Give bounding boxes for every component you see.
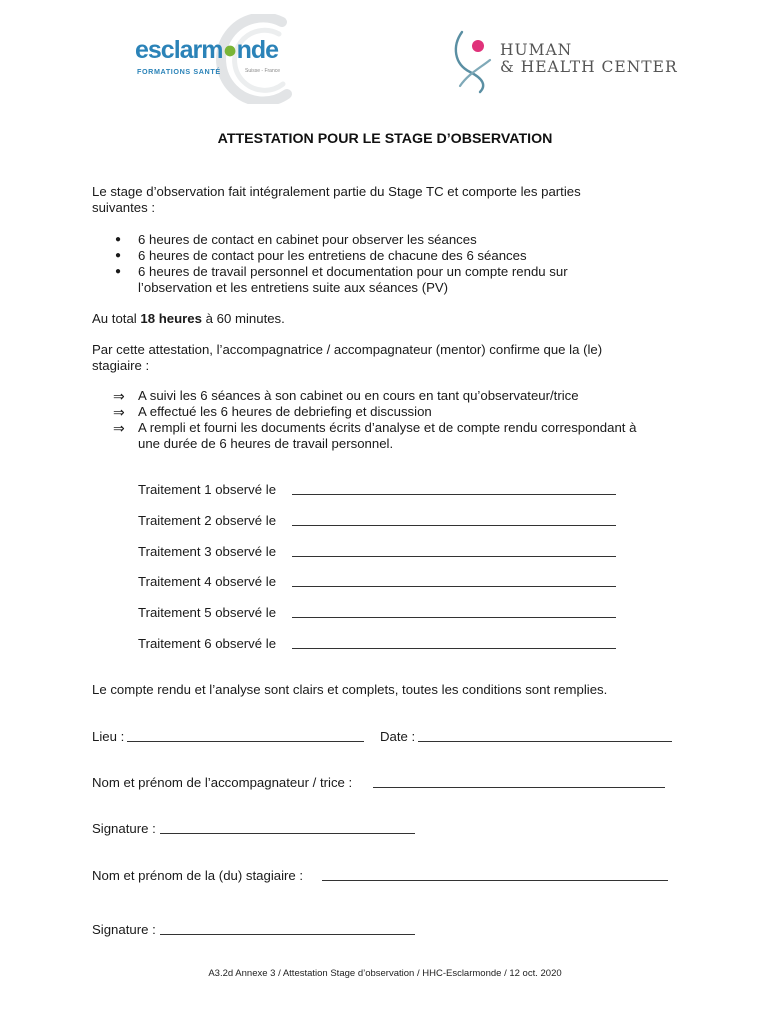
logo-o-icon: ●: [222, 36, 237, 64]
hhc-logo: [450, 22, 690, 96]
student-name-field[interactable]: [322, 867, 668, 881]
lieu-field[interactable]: [127, 728, 364, 742]
total-hours: Au total 18 heures à 60 minutes.: [92, 311, 285, 326]
condition-item: A suivi les 6 séances à son cabinet ou en cours en tant qu’observateur/trice: [138, 388, 579, 403]
esclarmonde-wordmark: esclarm●nde: [135, 36, 279, 64]
hhc-line2: & HEALTH CENTER: [500, 58, 678, 76]
hhc-figure-icon: [450, 24, 496, 94]
list-item: 6 heures de contact pour les entretiens de chacune des 6 séances: [138, 248, 527, 263]
page-footer: A3.2d Annexe 3 / Attestation Stage d’observation / HHC-Esclarmonde / 12 oct. 2020: [208, 968, 562, 979]
list-item-continuation: l’observation et les entretiens suite aux séances (PV): [138, 280, 449, 295]
mentor-name-field[interactable]: [373, 774, 665, 788]
hhc-line1: HUMAN: [500, 41, 573, 59]
list-item: 6 heures de contact en cabinet pour observer les séances: [138, 232, 477, 247]
treatment-3-date-field[interactable]: [292, 543, 616, 557]
treatment-1-label: Traitement 1 observé le: [138, 482, 277, 497]
mentor-signature-label: Signature :: [92, 821, 156, 836]
list-item: 6 heures de travail personnel et documentation pour un compte rendu sur: [138, 264, 568, 279]
condition-item: A effectué les 6 heures de debriefing et discussion: [138, 404, 432, 419]
date-label: Date :: [380, 729, 416, 744]
document-title: ATTESTATION POUR LE STAGE D’OBSERVATION: [217, 131, 553, 147]
bullet-icon: ●: [115, 250, 122, 261]
esclarmonde-logo: [135, 14, 295, 104]
condition-item-continuation: une durée de 6 heures de travail personnel.: [138, 436, 394, 451]
student-signature-field[interactable]: [160, 921, 415, 935]
mentor-name-label: Nom et prénom de l’accompagnateur / trice :: [92, 775, 353, 790]
treatment-2-date-field[interactable]: [292, 512, 616, 526]
bullet-icon: ●: [115, 266, 122, 277]
lieu-label: Lieu :: [92, 729, 125, 744]
treatment-5-label: Traitement 5 observé le: [138, 605, 277, 620]
arrow-right-icon: ⇒: [113, 404, 125, 420]
treatment-6-date-field[interactable]: [292, 635, 616, 649]
treatment-4-label: Traitement 4 observé le: [138, 574, 277, 589]
treatment-6-label: Traitement 6 observé le: [138, 636, 277, 651]
bullet-icon: ●: [115, 234, 122, 245]
student-signature-label: Signature :: [92, 922, 156, 937]
confirm-line-2: stagiaire :: [92, 358, 150, 373]
treatment-3-label: Traitement 3 observé le: [138, 544, 277, 559]
esclarmonde-subtitle: FORMATIONS SANTÉ: [137, 67, 221, 76]
condition-item: A rempli et fourni les documents écrits d’analyse et de compte rendu correspondant à: [138, 420, 637, 435]
esclarmonde-tagline: Suisse - France: [245, 68, 281, 74]
confirm-line-1: Par cette attestation, l’accompagnatrice / accompagnateur (mentor) confirme que la (le): [92, 342, 603, 357]
treatment-4-date-field[interactable]: [292, 573, 616, 587]
intro-line-2: suivantes :: [92, 200, 156, 215]
treatment-1-date-field[interactable]: [292, 481, 616, 495]
treatment-2-label: Traitement 2 observé le: [138, 513, 277, 528]
arrow-right-icon: ⇒: [113, 388, 125, 404]
intro-line-1: Le stage d’observation fait intégralement partie du Stage TC et comporte les parties: [92, 184, 581, 199]
treatment-5-date-field[interactable]: [292, 604, 616, 618]
date-field[interactable]: [418, 728, 672, 742]
student-name-label: Nom et prénom de la (du) stagiaire :: [92, 868, 304, 883]
conclusion-text: Le compte rendu et l’analyse sont clairs et complets, toutes les conditions sont remplies.: [92, 682, 608, 697]
arrow-right-icon: ⇒: [113, 420, 125, 436]
mentor-signature-field[interactable]: [160, 820, 415, 834]
